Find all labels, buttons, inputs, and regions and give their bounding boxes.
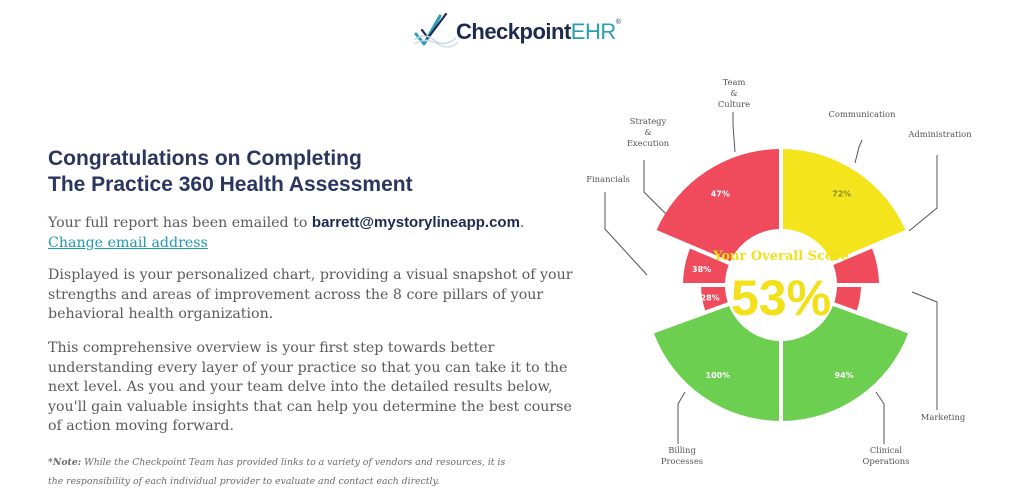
overview-paragraph: This comprehensive overview is your first step towards better understanding every layer of your practice so that you can take it to the next level. As you and your team delve into the detailed results below, you'll gain valuable insights that can help you determine the best course of action moving forward.	[48, 340, 572, 435]
pillar-label-billing-processes: Billing Processes	[660, 445, 704, 466]
health-score-chart	[560, 70, 1024, 500]
overall-score-label: Your Overall Score	[713, 249, 849, 264]
leader-line-administration	[909, 155, 937, 231]
report-email: barrett@mystorylineapp.com	[311, 214, 520, 231]
change-email-link[interactable]: Change email address	[48, 234, 208, 251]
pillar-label-administration: Administration	[908, 129, 972, 139]
pillar-label-clinical-operations: Clinical Operations	[862, 445, 910, 466]
leader-line-marketing	[912, 292, 937, 410]
leader-line-billing-processes	[678, 392, 685, 444]
title-line-2: The Practice 360 Health Assessment	[48, 173, 413, 196]
pillar-label-marketing: Marketing	[920, 412, 966, 422]
pillar-label-financials: Financials	[586, 174, 630, 184]
value-label-billing-processes: 100%	[705, 371, 731, 381]
pillar-label-team-and-culture: Team & Culture	[717, 77, 751, 109]
leader-line-team-and-culture	[733, 112, 735, 152]
report-email-paragraph	[48, 213, 578, 253]
leader-line-communication	[855, 140, 862, 163]
note-lead: *Note:	[48, 457, 82, 468]
brand-accent: EHR	[570, 19, 616, 44]
report-suffix: .	[519, 215, 525, 231]
disclaimer-note	[48, 453, 518, 491]
page-title	[48, 146, 413, 198]
leader-line-strategy-and-execution	[644, 160, 670, 218]
overall-score-value: 53%	[730, 270, 832, 326]
value-label-clinical-operations: 94%	[834, 371, 854, 381]
chart-description-paragraph: Displayed is your personalized chart, providing a visual snapshot of your strengths and areas of improvement across the 8 core pillars of your behavioral health organization.	[48, 267, 573, 323]
pillar-label-communication: Communication	[828, 109, 896, 119]
brand-name	[456, 19, 620, 45]
segment-marketing[interactable]	[834, 287, 861, 310]
health-score-donut	[560, 70, 1024, 500]
pillar-label-strategy-and-execution: Strategy & Execution	[626, 116, 670, 148]
title-line-1: Congratulations on Completing	[48, 147, 362, 170]
checkmark-wave-icon	[412, 10, 458, 48]
checkpoint-ehr-logo	[412, 10, 621, 50]
leader-line-clinical-operations	[876, 392, 884, 444]
segment-team-and-culture[interactable]	[657, 149, 779, 261]
leader-line-financials	[605, 192, 647, 275]
segment-communication[interactable]	[783, 149, 905, 261]
value-label-communication: 72%	[832, 189, 852, 199]
value-label-financials: 28%	[700, 293, 720, 303]
trademark: ®	[615, 19, 621, 26]
value-label-strategy-and-execution: 38%	[692, 264, 712, 274]
report-prefix: Your full report has been emailed to	[48, 215, 312, 231]
value-label-team-and-culture: 47%	[710, 189, 730, 199]
brand-main: Checkpoint	[456, 19, 571, 44]
note-text: While the Checkpoint Team has provided links to a variety of vendors and resources, it is the responsibility of each individual provider to evaluate and contact each directly.	[48, 457, 506, 487]
